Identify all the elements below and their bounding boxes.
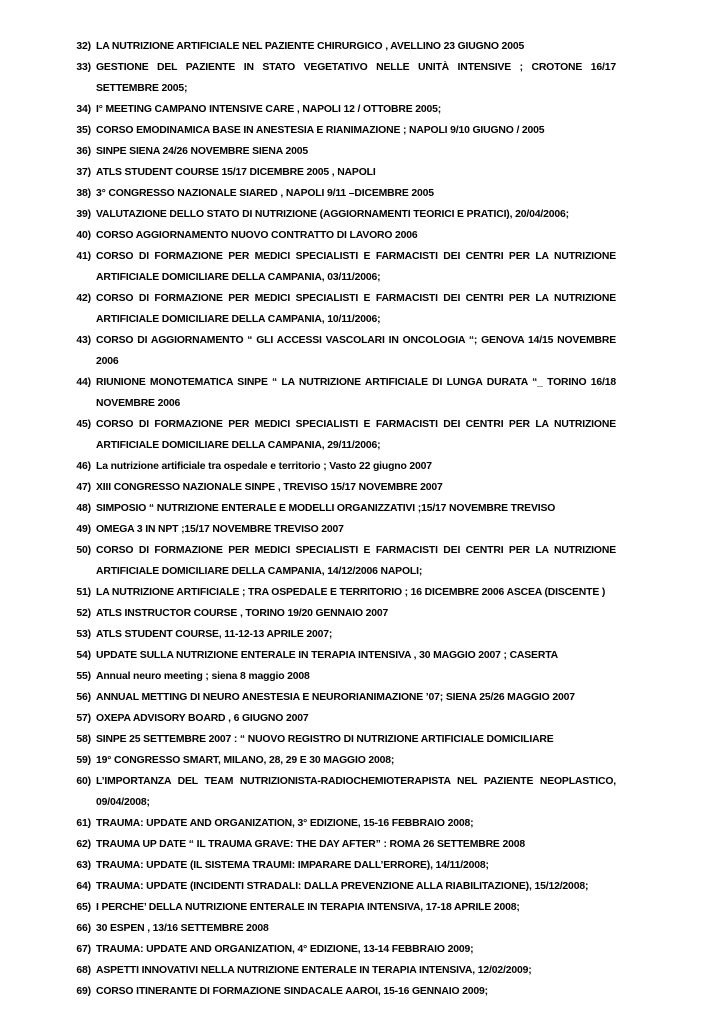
list-item bbox=[68, 288, 616, 330]
list-item bbox=[68, 36, 616, 57]
list-item bbox=[68, 708, 616, 729]
item-text: VALUTAZIONE DELLO STATO DI NUTRIZIONE (AGGIORNAMENTI TEORICI E PRATICI), 20/04/2006; bbox=[96, 209, 569, 220]
item-number: 69) bbox=[76, 986, 91, 997]
item-number: 41) bbox=[76, 251, 91, 262]
list-item bbox=[68, 834, 616, 855]
item-text: ANNUAL METTING DI NEURO ANESTESIA E NEURORIANIMAZIONE ’07; SIENA 25/26 MAGGIO 2007 bbox=[96, 692, 575, 703]
item-text: LA NUTRIZIONE ARTIFICIALE NEL PAZIENTE CHIRURGICO , AVELLINO 23 GIUGNO 2005 bbox=[96, 41, 525, 52]
item-number: 40) bbox=[76, 230, 91, 241]
item-text: ATLS STUDENT COURSE, 11-12-13 APRILE 2007; bbox=[96, 629, 333, 640]
list-item bbox=[68, 225, 616, 246]
item-text: La nutrizione artificiale tra ospedale e territorio ; Vasto 22 giugno 2007 bbox=[96, 461, 432, 472]
item-number: 47) bbox=[76, 482, 91, 493]
item-number: 38) bbox=[76, 188, 91, 199]
list-item bbox=[68, 519, 616, 540]
item-number: 37) bbox=[76, 167, 91, 178]
list-item bbox=[68, 330, 616, 372]
item-text: GESTIONE DEL PAZIENTE IN STATO VEGETATIVO NELLE UNITÀ INTENSIVE ; CROTONE 16/17 SETTEMBRE 2005; bbox=[96, 62, 616, 94]
item-text: 30 ESPEN , 13/16 SETTEMBRE 2008 bbox=[96, 923, 269, 934]
list-item bbox=[68, 666, 616, 687]
item-text: ASPETTI INNOVATIVI NELLA NUTRIZIONE ENTERALE IN TERAPIA INTENSIVA, 12/02/2009; bbox=[96, 965, 532, 976]
item-text: OXEPA ADVISORY BOARD , 6 GIUGNO 2007 bbox=[96, 713, 309, 724]
list-item bbox=[68, 981, 616, 1002]
list-item bbox=[68, 498, 616, 519]
list-item bbox=[68, 897, 616, 918]
item-number: 52) bbox=[76, 608, 91, 619]
list-item bbox=[68, 729, 616, 750]
item-number: 49) bbox=[76, 524, 91, 535]
item-text: LA NUTRIZIONE ARTIFICIALE ; TRA OSPEDALE E TERRITORIO ; 16 DICEMBRE 2006 ASCEA (DISCENTE ) bbox=[96, 587, 606, 598]
list-item bbox=[68, 876, 616, 897]
item-text: TRAUMA: UPDATE (INCIDENTI STRADALI: DALLA PREVENZIONE ALLA RIABILITAZIONE), 15/12/2008; bbox=[96, 881, 589, 892]
item-text: OMEGA 3 IN NPT ;15/17 NOVEMBRE TREVISO 2007 bbox=[96, 524, 344, 535]
item-text: RIUNIONE MONOTEMATICA SINPE “ LA NUTRIZIONE ARTIFICIALE DI LUNGA DURATA “_ TORINO 16/18 NOVEMBRE 2006 bbox=[96, 377, 616, 409]
item-text: CORSO DI AGGIORNAMENTO “ GLI ACCESSI VASCOLARI IN ONCOLOGIA “; GENOVA 14/15 NOVEMBRE 2006 bbox=[96, 335, 616, 367]
item-text: SIMPOSIO “ NUTRIZIONE ENTERALE E MODELLI ORGANIZZATIVI ;15/17 NOVEMBRE TREVISO bbox=[96, 503, 556, 514]
item-number: 46) bbox=[76, 461, 91, 472]
list-item bbox=[68, 456, 616, 477]
list-item bbox=[68, 246, 616, 288]
item-text: TRAUMA UP DATE “ IL TRAUMA GRAVE: THE DAY AFTER” : ROMA 26 SETTEMBRE 2008 bbox=[96, 839, 525, 850]
list-item bbox=[68, 372, 616, 414]
list-item bbox=[68, 204, 616, 225]
item-number: 55) bbox=[76, 671, 91, 682]
list-item bbox=[68, 918, 616, 939]
item-number: 62) bbox=[76, 839, 91, 850]
item-number: 64) bbox=[76, 881, 91, 892]
item-text: CORSO ITINERANTE DI FORMAZIONE SINDACALE AAROI, 15-16 GENNAIO 2009; bbox=[96, 986, 488, 997]
item-text: TRAUMA: UPDATE AND ORGANIZATION, 3° EDIZIONE, 15-16 FEBBRAIO 2008; bbox=[96, 818, 474, 829]
item-text: ATLS INSTRUCTOR COURSE , TORINO 19/20 GENNAIO 2007 bbox=[96, 608, 389, 619]
item-text: ATLS STUDENT COURSE 15/17 DICEMBRE 2005 , NAPOLI bbox=[96, 167, 376, 178]
item-text: UPDATE SULLA NUTRIZIONE ENTERALE IN TERAPIA INTENSIVA , 30 MAGGIO 2007 ; CASERTA bbox=[96, 650, 558, 661]
item-number: 65) bbox=[76, 902, 91, 913]
item-number: 43) bbox=[76, 335, 91, 346]
item-number: 44) bbox=[76, 377, 91, 388]
item-number: 57) bbox=[76, 713, 91, 724]
item-number: 48) bbox=[76, 503, 91, 514]
list-item bbox=[68, 939, 616, 960]
item-number: 59) bbox=[76, 755, 91, 766]
list-item bbox=[68, 687, 616, 708]
item-number: 32) bbox=[76, 41, 91, 52]
item-number: 33) bbox=[76, 62, 91, 73]
item-number: 45) bbox=[76, 419, 91, 430]
list-item bbox=[68, 141, 616, 162]
list-item bbox=[68, 582, 616, 603]
item-text: SINPE 25 SETTEMBRE 2007 : “ NUOVO REGISTRO DI NUTRIZIONE ARTIFICIALE DOMICILIARE bbox=[96, 734, 554, 745]
item-text: Annual neuro meeting ; siena 8 maggio 2008 bbox=[96, 671, 310, 682]
list-item bbox=[68, 960, 616, 981]
list-item bbox=[68, 624, 616, 645]
item-number: 68) bbox=[76, 965, 91, 976]
item-number: 66) bbox=[76, 923, 91, 934]
item-text: CORSO DI FORMAZIONE PER MEDICI SPECIALISTI E FARMACISTI DEI CENTRI PER LA NUTRIZIONE ARTIFICIALE DOMICILIARE DELLA CAMPANIA, 10/11/2006; bbox=[96, 293, 616, 325]
item-text: SINPE SIENA 24/26 NOVEMBRE SIENA 2005 bbox=[96, 146, 308, 157]
item-text: CORSO DI FORMAZIONE PER MEDICI SPECIALISTI E FARMACISTI DEI CENTRI PER LA NUTRIZIONE ARTIFICIALE DOMICILIARE DELLA CAMPANIA, 03/11/2006; bbox=[96, 251, 616, 283]
list-item bbox=[68, 183, 616, 204]
item-text: I° MEETING CAMPANO INTENSIVE CARE , NAPOLI 12 / OTTOBRE 2005; bbox=[96, 104, 442, 115]
item-text: TRAUMA: UPDATE AND ORGANIZATION, 4° EDIZIONE, 13-14 FEBBRAIO 2009; bbox=[96, 944, 474, 955]
list-item bbox=[68, 414, 616, 456]
list-item bbox=[68, 540, 616, 582]
list-item bbox=[68, 813, 616, 834]
item-text: CORSO EMODINAMICA BASE IN ANESTESIA E RIANIMAZIONE ; NAPOLI 9/10 GIUGNO / 2005 bbox=[96, 125, 545, 136]
list-item bbox=[68, 750, 616, 771]
item-number: 58) bbox=[76, 734, 91, 745]
item-number: 60) bbox=[76, 776, 91, 787]
list-item bbox=[68, 477, 616, 498]
list-item bbox=[68, 771, 616, 813]
item-number: 50) bbox=[76, 545, 91, 556]
item-number: 39) bbox=[76, 209, 91, 220]
list-item bbox=[68, 57, 616, 99]
item-number: 36) bbox=[76, 146, 91, 157]
list-item bbox=[68, 99, 616, 120]
item-text: 19° CONGRESSO SMART, MILANO, 28, 29 E 30 MAGGIO 2008; bbox=[96, 755, 395, 766]
item-text: I PERCHE’ DELLA NUTRIZIONE ENTERALE IN TERAPIA INTENSIVA, 17-18 APRILE 2008; bbox=[96, 902, 520, 913]
item-text: CORSO DI FORMAZIONE PER MEDICI SPECIALISTI E FARMACISTI DEI CENTRI PER LA NUTRIZIONE ARTIFICIALE DOMICILIARE DELLA CAMPANIA, 29/11/2006; bbox=[96, 419, 616, 451]
list-item bbox=[68, 855, 616, 876]
item-number: 35) bbox=[76, 125, 91, 136]
item-number: 63) bbox=[76, 860, 91, 871]
item-text: L’IMPORTANZA DEL TEAM NUTRIZIONISTA-RADIOCHEMIOTERAPISTA NEL PAZIENTE NEOPLASTICO, 09/04/2008; bbox=[96, 776, 616, 808]
list-item bbox=[68, 120, 616, 141]
item-text: CORSO DI FORMAZIONE PER MEDICI SPECIALISTI E FARMACISTI DEI CENTRI PER LA NUTRIZIONE ARTIFICIALE DOMICILIARE DELLA CAMPANIA, 14/12/2006 NAPOLI; bbox=[96, 545, 616, 577]
list-item bbox=[68, 603, 616, 624]
item-text: TRAUMA: UPDATE (IL SISTEMA TRAUMI: IMPARARE DALL’ERRORE), 14/11/2008; bbox=[96, 860, 489, 871]
item-number: 53) bbox=[76, 629, 91, 640]
item-number: 34) bbox=[76, 104, 91, 115]
item-text: CORSO AGGIORNAMENTO NUOVO CONTRATTO DI LAVORO 2006 bbox=[96, 230, 418, 241]
item-number: 54) bbox=[76, 650, 91, 661]
list-item bbox=[68, 645, 616, 666]
item-text: XIII CONGRESSO NAZIONALE SINPE , TREVISO 15/17 NOVEMBRE 2007 bbox=[96, 482, 443, 493]
item-number: 61) bbox=[76, 818, 91, 829]
item-text: 3° CONGRESSO NAZIONALE SIARED , NAPOLI 9/11 –DICEMBRE 2005 bbox=[96, 188, 434, 199]
list-item bbox=[68, 162, 616, 183]
item-number: 42) bbox=[76, 293, 91, 304]
item-number: 67) bbox=[76, 944, 91, 955]
item-number: 51) bbox=[76, 587, 91, 598]
conference-list bbox=[68, 36, 616, 1002]
item-number: 56) bbox=[76, 692, 91, 703]
